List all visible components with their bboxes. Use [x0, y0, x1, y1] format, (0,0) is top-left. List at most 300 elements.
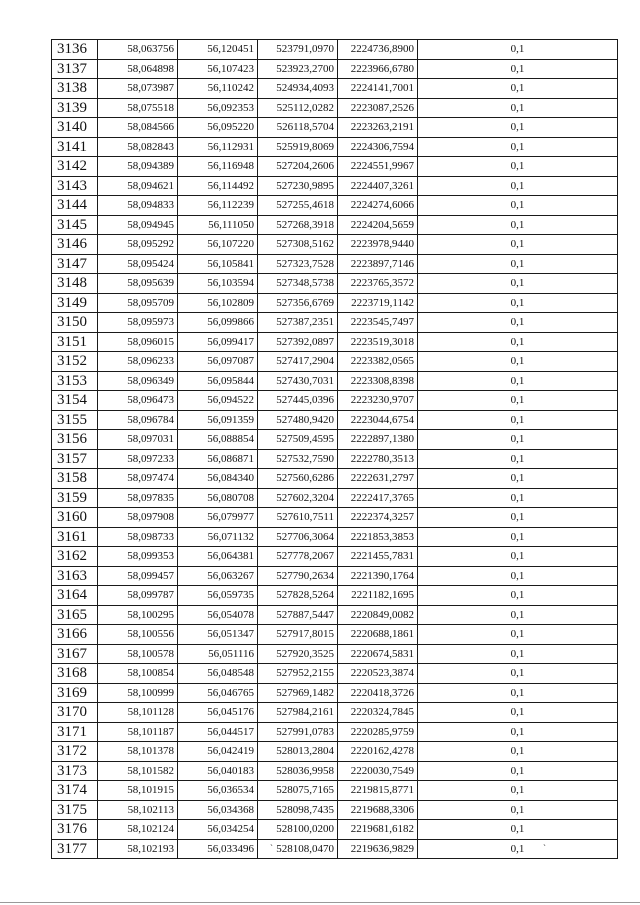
- point-number-cell: 3177: [52, 839, 98, 859]
- latitude-cell: 58,097233: [98, 449, 178, 469]
- table-row: [52, 118, 618, 138]
- longitude-cell: 56,054078: [178, 605, 258, 625]
- latitude-cell: 58,101915: [98, 781, 178, 801]
- y-coordinate-cell: 2220030,7549: [338, 761, 418, 781]
- point-number-cell: 3143: [52, 176, 98, 196]
- latitude-cell: 58,102113: [98, 800, 178, 820]
- longitude-cell: 56,097087: [178, 352, 258, 372]
- x-coordinate-cell: 527230,9895: [258, 176, 338, 196]
- latitude-cell: 58,095639: [98, 274, 178, 294]
- coordinate-table: [51, 39, 618, 859]
- y-coordinate-cell: 2223230,9707: [338, 391, 418, 411]
- x-coordinate-cell: 528075,7165: [258, 781, 338, 801]
- latitude-cell: 58,096233: [98, 352, 178, 372]
- latitude-cell: 58,100556: [98, 625, 178, 645]
- x-coordinate-cell: 527268,3918: [258, 215, 338, 235]
- latitude-cell: 58,064898: [98, 59, 178, 79]
- accuracy-cell: 0,1: [418, 781, 618, 801]
- x-coordinate-cell: 527356,6769: [258, 293, 338, 313]
- table-row: [52, 235, 618, 255]
- y-coordinate-cell: 2224274,6066: [338, 196, 418, 216]
- accuracy-cell: 0,1: [418, 547, 618, 567]
- x-coordinate-cell: 527952,2155: [258, 664, 338, 684]
- table-row: [52, 566, 618, 586]
- latitude-cell: 58,082843: [98, 137, 178, 157]
- table-row: [52, 508, 618, 528]
- y-coordinate-cell: 2223966,6780: [338, 59, 418, 79]
- accuracy-cell: 0,1: [418, 313, 618, 333]
- point-number-cell: 3151: [52, 332, 98, 352]
- point-number-cell: 3137: [52, 59, 98, 79]
- longitude-cell: 56,095844: [178, 371, 258, 391]
- point-number-cell: 3144: [52, 196, 98, 216]
- y-coordinate-cell: 2224306,7594: [338, 137, 418, 157]
- table-row: [52, 157, 618, 177]
- latitude-cell: 58,096349: [98, 371, 178, 391]
- latitude-cell: 58,073987: [98, 79, 178, 99]
- x-coordinate-cell: 527255,4618: [258, 196, 338, 216]
- longitude-cell: 56,107423: [178, 59, 258, 79]
- table-row: [52, 625, 618, 645]
- table-row: [52, 313, 618, 333]
- point-number-cell: 3175: [52, 800, 98, 820]
- x-coordinate-cell: 527828,5264: [258, 586, 338, 606]
- longitude-cell: 56,040183: [178, 761, 258, 781]
- point-number-cell: 3156: [52, 430, 98, 450]
- x-coordinate-cell: 527991,0783: [258, 722, 338, 742]
- x-coordinate-cell: 527602,3204: [258, 488, 338, 508]
- longitude-cell: 56,033496: [178, 839, 258, 859]
- y-coordinate-cell: 2221455,7831: [338, 547, 418, 567]
- x-coordinate-cell: 528098,7435: [258, 800, 338, 820]
- longitude-cell: 56,051347: [178, 625, 258, 645]
- latitude-cell: 58,099353: [98, 547, 178, 567]
- accuracy-cell: 0,1: [418, 508, 618, 528]
- latitude-cell: 58,101187: [98, 722, 178, 742]
- table-row: [52, 527, 618, 547]
- y-coordinate-cell: 2223978,9440: [338, 235, 418, 255]
- y-coordinate-cell: 2219681,6182: [338, 820, 418, 840]
- x-coordinate-cell: 527790,2634: [258, 566, 338, 586]
- latitude-cell: 58,101582: [98, 761, 178, 781]
- accuracy-cell: 0,1: [418, 586, 618, 606]
- latitude-cell: 58,094389: [98, 157, 178, 177]
- latitude-cell: 58,095424: [98, 254, 178, 274]
- page-bottom-rule: [0, 902, 640, 903]
- table-row: [52, 430, 618, 450]
- y-coordinate-cell: 2223382,0565: [338, 352, 418, 372]
- table-row: [52, 254, 618, 274]
- point-number-cell: 3169: [52, 683, 98, 703]
- latitude-cell: 58,101128: [98, 703, 178, 723]
- y-coordinate-cell: 2219815,8771: [338, 781, 418, 801]
- accuracy-cell: 0,1: [418, 235, 618, 255]
- table-row: [52, 547, 618, 567]
- point-number-cell: 3161: [52, 527, 98, 547]
- table-row: [52, 410, 618, 430]
- latitude-cell: 58,099457: [98, 566, 178, 586]
- y-coordinate-cell: 2224551,9967: [338, 157, 418, 177]
- y-coordinate-cell: 2220418,3726: [338, 683, 418, 703]
- longitude-cell: 56,102809: [178, 293, 258, 313]
- x-coordinate-cell: 527392,0897: [258, 332, 338, 352]
- point-number-cell: 3166: [52, 625, 98, 645]
- x-coordinate-cell: 527480,9420: [258, 410, 338, 430]
- latitude-cell: 58,098733: [98, 527, 178, 547]
- table-row: [52, 722, 618, 742]
- table-row: [52, 820, 618, 840]
- accuracy-cell: 0,1: [418, 605, 618, 625]
- x-coordinate-cell: 527920,3525: [258, 644, 338, 664]
- accuracy-cell: 0,1: [418, 215, 618, 235]
- y-coordinate-cell: 2219636,9829: [338, 839, 418, 859]
- y-coordinate-cell: 2223897,7146: [338, 254, 418, 274]
- x-coordinate-cell: 523791,0970: [258, 40, 338, 60]
- y-coordinate-cell: 2223545,7497: [338, 313, 418, 333]
- table-row: [52, 59, 618, 79]
- accuracy-cell: 0,1: [418, 527, 618, 547]
- table-row: [52, 761, 618, 781]
- x-coordinate-cell: 527969,1482: [258, 683, 338, 703]
- table-row: [52, 176, 618, 196]
- x-coordinate-cell: 527984,2161: [258, 703, 338, 723]
- x-coordinate-cell: 527204,2606: [258, 157, 338, 177]
- table-row: [52, 469, 618, 489]
- table-row: [52, 137, 618, 157]
- latitude-cell: 58,102193: [98, 839, 178, 859]
- longitude-cell: 56,091359: [178, 410, 258, 430]
- table-row: [52, 781, 618, 801]
- x-coordinate-cell: 527308,5162: [258, 235, 338, 255]
- y-coordinate-cell: 2223087,2526: [338, 98, 418, 118]
- accuracy-cell: 0,1: [418, 449, 618, 469]
- accuracy-cell: 0,1: [418, 59, 618, 79]
- x-coordinate-cell: 526118,5704: [258, 118, 338, 138]
- table-row: [52, 644, 618, 664]
- y-coordinate-cell: 2220324,7845: [338, 703, 418, 723]
- point-number-cell: 3149: [52, 293, 98, 313]
- longitude-cell: 56,079977: [178, 508, 258, 528]
- table-row: [52, 586, 618, 606]
- table-row: [52, 800, 618, 820]
- x-coordinate-cell: 527387,2351: [258, 313, 338, 333]
- stray-tick-mark: `: [270, 843, 273, 853]
- y-coordinate-cell: 2223719,1142: [338, 293, 418, 313]
- latitude-cell: 58,095973: [98, 313, 178, 333]
- accuracy-cell: 0,1: [418, 625, 618, 645]
- point-number-cell: 3160: [52, 508, 98, 528]
- accuracy-cell: 0,1: [418, 254, 618, 274]
- point-number-cell: 3158: [52, 469, 98, 489]
- y-coordinate-cell: 2221853,3853: [338, 527, 418, 547]
- longitude-cell: 56,112931: [178, 137, 258, 157]
- x-coordinate-cell: 523923,2700: [258, 59, 338, 79]
- latitude-cell: 58,097835: [98, 488, 178, 508]
- point-number-cell: 3162: [52, 547, 98, 567]
- table-row: [52, 371, 618, 391]
- table-row: [52, 332, 618, 352]
- table-row: [52, 839, 618, 859]
- accuracy-cell: 0,1: [418, 488, 618, 508]
- point-number-cell: 3165: [52, 605, 98, 625]
- y-coordinate-cell: 2220523,3874: [338, 664, 418, 684]
- x-coordinate-cell: 527917,8015: [258, 625, 338, 645]
- accuracy-cell: 0,1: [418, 683, 618, 703]
- latitude-cell: 58,094833: [98, 196, 178, 216]
- accuracy-cell: 0,1: [418, 79, 618, 99]
- latitude-cell: 58,096784: [98, 410, 178, 430]
- accuracy-cell: 0,1: [418, 430, 618, 450]
- latitude-cell: 58,096015: [98, 332, 178, 352]
- x-coordinate-cell: 527348,5738: [258, 274, 338, 294]
- latitude-cell: 58,099787: [98, 586, 178, 606]
- table-row: [52, 449, 618, 469]
- accuracy-cell: 0,1: [418, 566, 618, 586]
- point-number-cell: 3170: [52, 703, 98, 723]
- latitude-cell: 58,095292: [98, 235, 178, 255]
- point-number-cell: 3138: [52, 79, 98, 99]
- point-number-cell: 3142: [52, 157, 98, 177]
- accuracy-cell: 0,1: [418, 196, 618, 216]
- accuracy-cell: 0,1: [418, 352, 618, 372]
- accuracy-cell: 0,1: [418, 761, 618, 781]
- table-row: [52, 196, 618, 216]
- table-row: [52, 703, 618, 723]
- latitude-cell: 58,100999: [98, 683, 178, 703]
- x-coordinate-cell: 524934,4093: [258, 79, 338, 99]
- y-coordinate-cell: 2224141,7001: [338, 79, 418, 99]
- latitude-cell: 58,101378: [98, 742, 178, 762]
- point-number-cell: 3174: [52, 781, 98, 801]
- y-coordinate-cell: 2224204,5659: [338, 215, 418, 235]
- table-row: [52, 40, 618, 60]
- point-number-cell: 3141: [52, 137, 98, 157]
- table-row: [52, 664, 618, 684]
- latitude-cell: 58,095709: [98, 293, 178, 313]
- accuracy-cell: 0,1: [418, 410, 618, 430]
- table-row: [52, 605, 618, 625]
- longitude-cell: 56,059735: [178, 586, 258, 606]
- longitude-cell: 56,088854: [178, 430, 258, 450]
- x-coordinate-cell: 525112,0282: [258, 98, 338, 118]
- longitude-cell: 56,036534: [178, 781, 258, 801]
- accuracy-cell: 0,1: [418, 157, 618, 177]
- point-number-cell: 3155: [52, 410, 98, 430]
- latitude-cell: 58,094945: [98, 215, 178, 235]
- longitude-cell: 56,107220: [178, 235, 258, 255]
- longitude-cell: 56,114492: [178, 176, 258, 196]
- y-coordinate-cell: 2224407,3261: [338, 176, 418, 196]
- x-coordinate-cell: 527560,6286: [258, 469, 338, 489]
- point-number-cell: 3154: [52, 391, 98, 411]
- latitude-cell: 58,094621: [98, 176, 178, 196]
- table-row: [52, 742, 618, 762]
- accuracy-cell: 0,1: [418, 722, 618, 742]
- table-row: [52, 488, 618, 508]
- point-number-cell: 3152: [52, 352, 98, 372]
- table-row: [52, 293, 618, 313]
- point-number-cell: 3159: [52, 488, 98, 508]
- point-number-cell: 3146: [52, 235, 98, 255]
- x-coordinate-cell: 528100,0200: [258, 820, 338, 840]
- accuracy-cell: 0,1: [418, 274, 618, 294]
- y-coordinate-cell: 2220285,9759: [338, 722, 418, 742]
- table-row: [52, 79, 618, 99]
- longitude-cell: 56,046765: [178, 683, 258, 703]
- x-coordinate-cell: 528108,0470: [258, 839, 338, 859]
- accuracy-cell: 0,1: [418, 742, 618, 762]
- accuracy-cell: 0,1: [418, 664, 618, 684]
- x-coordinate-cell: 527445,0396: [258, 391, 338, 411]
- y-coordinate-cell: 2223044,6754: [338, 410, 418, 430]
- longitude-cell: 56,094522: [178, 391, 258, 411]
- accuracy-cell: 0,1: [418, 40, 618, 60]
- x-coordinate-cell: 527610,7511: [258, 508, 338, 528]
- point-number-cell: 3136: [52, 40, 98, 60]
- latitude-cell: 58,097908: [98, 508, 178, 528]
- coordinate-table-page: [51, 39, 617, 859]
- x-coordinate-cell: 528013,2804: [258, 742, 338, 762]
- latitude-cell: 58,084566: [98, 118, 178, 138]
- x-coordinate-cell: 527887,5447: [258, 605, 338, 625]
- stray-tick-mark: `: [543, 843, 546, 853]
- longitude-cell: 56,099866: [178, 313, 258, 333]
- point-number-cell: 3173: [52, 761, 98, 781]
- longitude-cell: 56,116948: [178, 157, 258, 177]
- accuracy-cell: 0,1: [418, 839, 618, 859]
- point-number-cell: 3147: [52, 254, 98, 274]
- longitude-cell: 56,051116: [178, 644, 258, 664]
- longitude-cell: 56,105841: [178, 254, 258, 274]
- longitude-cell: 56,048548: [178, 664, 258, 684]
- point-number-cell: 3153: [52, 371, 98, 391]
- point-number-cell: 3172: [52, 742, 98, 762]
- longitude-cell: 56,110242: [178, 79, 258, 99]
- point-number-cell: 3150: [52, 313, 98, 333]
- x-coordinate-cell: 525919,8069: [258, 137, 338, 157]
- accuracy-cell: 0,1: [418, 137, 618, 157]
- table-row: [52, 215, 618, 235]
- accuracy-cell: 0,1: [418, 371, 618, 391]
- point-number-cell: 3139: [52, 98, 98, 118]
- latitude-cell: 58,100578: [98, 644, 178, 664]
- point-number-cell: 3163: [52, 566, 98, 586]
- point-number-cell: 3167: [52, 644, 98, 664]
- latitude-cell: 58,097031: [98, 430, 178, 450]
- longitude-cell: 56,080708: [178, 488, 258, 508]
- y-coordinate-cell: 2221390,1764: [338, 566, 418, 586]
- table-row: [52, 274, 618, 294]
- y-coordinate-cell: 2222780,3513: [338, 449, 418, 469]
- longitude-cell: 56,045176: [178, 703, 258, 723]
- table-row: [52, 391, 618, 411]
- latitude-cell: 58,100295: [98, 605, 178, 625]
- accuracy-cell: 0,1: [418, 118, 618, 138]
- point-number-cell: 3176: [52, 820, 98, 840]
- table-body: [52, 40, 618, 859]
- point-number-cell: 3140: [52, 118, 98, 138]
- point-number-cell: 3168: [52, 664, 98, 684]
- longitude-cell: 56,112239: [178, 196, 258, 216]
- x-coordinate-cell: 528036,9958: [258, 761, 338, 781]
- latitude-cell: 58,102124: [98, 820, 178, 840]
- x-coordinate-cell: 527509,4595: [258, 430, 338, 450]
- longitude-cell: 56,120451: [178, 40, 258, 60]
- y-coordinate-cell: 2222631,2797: [338, 469, 418, 489]
- longitude-cell: 56,063267: [178, 566, 258, 586]
- y-coordinate-cell: 2219688,3306: [338, 800, 418, 820]
- latitude-cell: 58,097474: [98, 469, 178, 489]
- x-coordinate-cell: 527417,2904: [258, 352, 338, 372]
- accuracy-cell: 0,1: [418, 469, 618, 489]
- latitude-cell: 58,100854: [98, 664, 178, 684]
- accuracy-cell: 0,1: [418, 176, 618, 196]
- accuracy-cell: 0,1: [418, 332, 618, 352]
- longitude-cell: 56,044517: [178, 722, 258, 742]
- x-coordinate-cell: 527532,7590: [258, 449, 338, 469]
- accuracy-cell: 0,1: [418, 98, 618, 118]
- y-coordinate-cell: 2220688,1861: [338, 625, 418, 645]
- x-coordinate-cell: 527706,3064: [258, 527, 338, 547]
- point-number-cell: 3145: [52, 215, 98, 235]
- y-coordinate-cell: 2223519,3018: [338, 332, 418, 352]
- y-coordinate-cell: 2222417,3765: [338, 488, 418, 508]
- table-row: [52, 683, 618, 703]
- longitude-cell: 56,092353: [178, 98, 258, 118]
- longitude-cell: 56,111050: [178, 215, 258, 235]
- latitude-cell: 58,063756: [98, 40, 178, 60]
- point-number-cell: 3148: [52, 274, 98, 294]
- latitude-cell: 58,075518: [98, 98, 178, 118]
- longitude-cell: 56,042419: [178, 742, 258, 762]
- longitude-cell: 56,095220: [178, 118, 258, 138]
- accuracy-cell: 0,1: [418, 644, 618, 664]
- y-coordinate-cell: 2220849,0082: [338, 605, 418, 625]
- y-coordinate-cell: 2223263,2191: [338, 118, 418, 138]
- longitude-cell: 56,086871: [178, 449, 258, 469]
- table-row: [52, 352, 618, 372]
- accuracy-cell: 0,1: [418, 293, 618, 313]
- y-coordinate-cell: 2220162,4278: [338, 742, 418, 762]
- longitude-cell: 56,099417: [178, 332, 258, 352]
- longitude-cell: 56,034254: [178, 820, 258, 840]
- y-coordinate-cell: 2222374,3257: [338, 508, 418, 528]
- x-coordinate-cell: 527323,7528: [258, 254, 338, 274]
- y-coordinate-cell: 2220674,5831: [338, 644, 418, 664]
- accuracy-cell: 0,1: [418, 703, 618, 723]
- accuracy-cell: 0,1: [418, 820, 618, 840]
- accuracy-cell: 0,1: [418, 800, 618, 820]
- latitude-cell: 58,096473: [98, 391, 178, 411]
- point-number-cell: 3164: [52, 586, 98, 606]
- x-coordinate-cell: 527778,2067: [258, 547, 338, 567]
- accuracy-cell: 0,1: [418, 391, 618, 411]
- longitude-cell: 56,064381: [178, 547, 258, 567]
- y-coordinate-cell: 2221182,1695: [338, 586, 418, 606]
- longitude-cell: 56,071132: [178, 527, 258, 547]
- y-coordinate-cell: 2223765,3572: [338, 274, 418, 294]
- y-coordinate-cell: 2224736,8900: [338, 40, 418, 60]
- longitude-cell: 56,034368: [178, 800, 258, 820]
- table-row: [52, 98, 618, 118]
- longitude-cell: 56,084340: [178, 469, 258, 489]
- x-coordinate-cell: 527430,7031: [258, 371, 338, 391]
- longitude-cell: 56,103594: [178, 274, 258, 294]
- point-number-cell: 3171: [52, 722, 98, 742]
- point-number-cell: 3157: [52, 449, 98, 469]
- y-coordinate-cell: 2223308,8398: [338, 371, 418, 391]
- y-coordinate-cell: 2222897,1380: [338, 430, 418, 450]
